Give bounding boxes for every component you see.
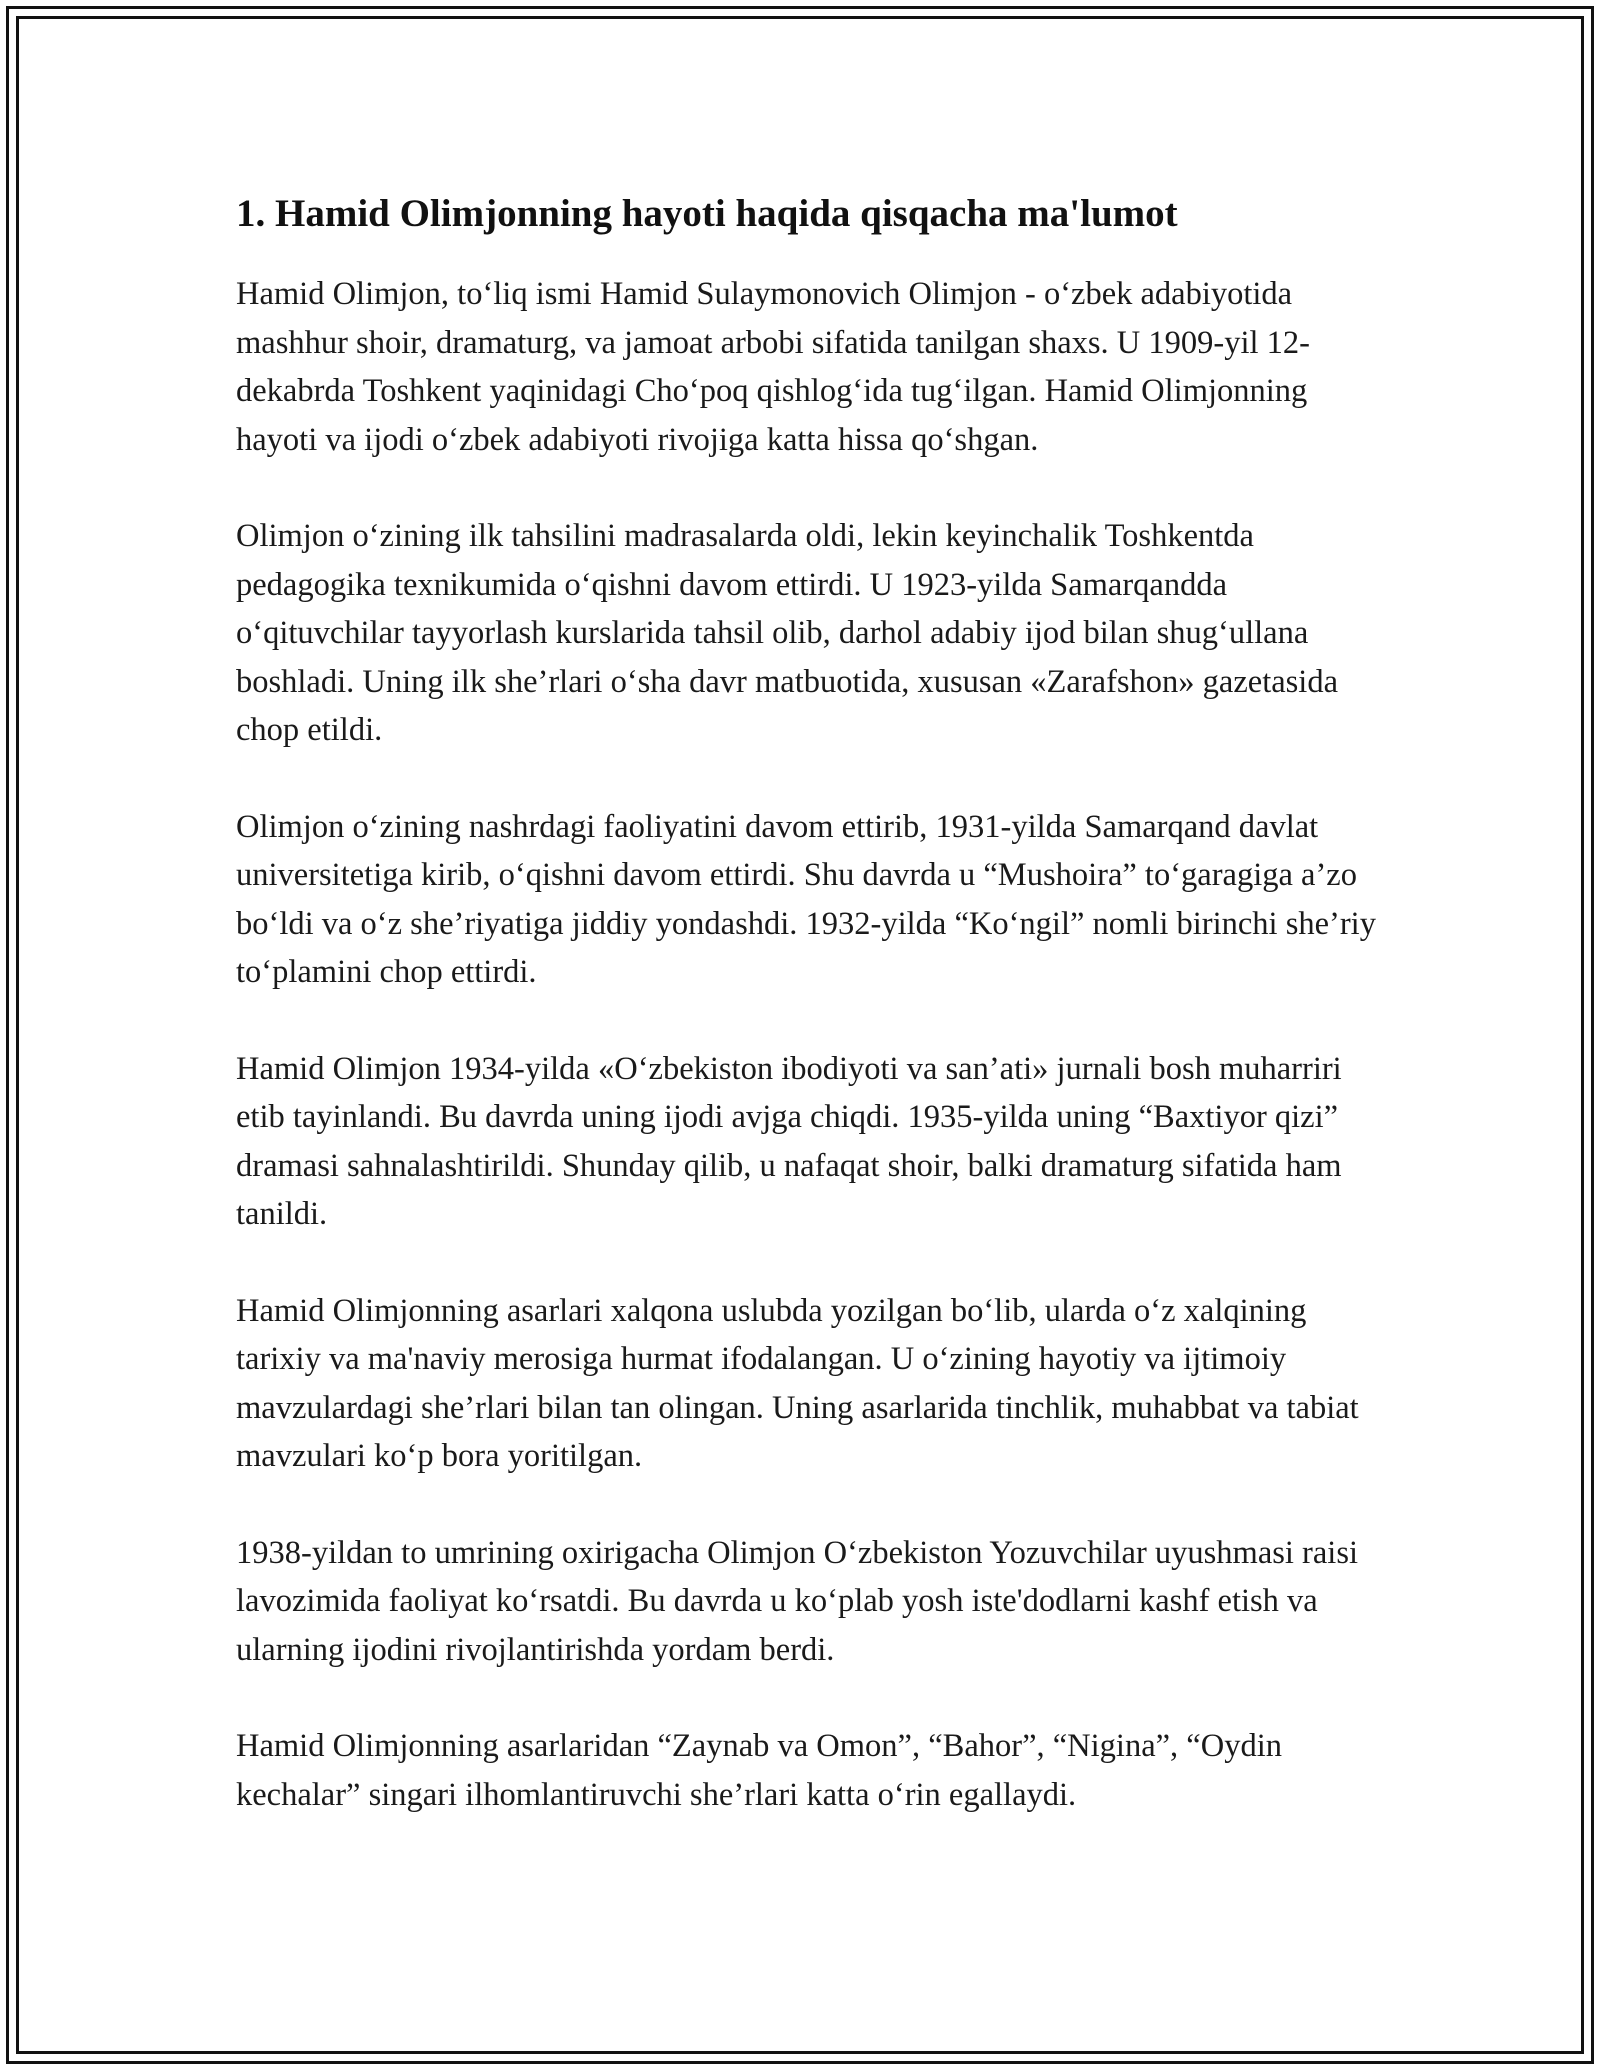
section-heading: 1. Hamid Olimjonning hayoti haqida qisqacha ma'lumot	[236, 192, 1178, 235]
document-body	[236, 188, 1386, 1867]
paragraph-university: Olimjon o‘zining nashrdagi faoliyatini davom ettirib, 1931-yilda Samarqand davlat universitetiga kirib, o‘qishni davom ettirdi. Shu davrda u “Mushoira” to‘garagiga a’zo bo‘ldi va o‘z she’riyatiga jiddiy yondashdi. 1932-yilda “Ko‘ngil” nomli birinchi she’riy to‘plamini chop ettirdi.	[236, 808, 1376, 990]
paragraph-intro: Hamid Olimjon, to‘liq ismi Hamid Sulaymonovich Olimjon - o‘zbek adabiyotida mashhur shoir, dramaturg, va jamoat arbobi sifatida tanilgan shaxs. U 1909-yil 12-dekabrda Toshkent yaqinidagi Cho‘poq qishlog‘ida tug‘ilgan. Hamid Olimjonning hayoti va ijodi o‘zbek adabiyoti rivojiga katta hissa qo‘shgan.	[236, 276, 1310, 458]
paragraph-union: 1938-yildan to umrining oxirigacha Olimjon O‘zbekiston Yozuvchilar uyushmasi raisi lavozimida faoliyat ko‘rsatdi. Bu davrda u ko‘plab yosh iste'dodlarni kashf etish va ularning ijodini rivojlantirishda yordam berdi.	[236, 1534, 1358, 1668]
paragraph-education: Olimjon o‘zining ilk tahsilini madrasalarda oldi, lekin keyinchalik Toshkentda pedagogika texnikumida o‘qishni davom ettirdi. U 1923-yilda Samarqandda o‘qituvchilar tayyorlash kurslarida tahsil olib, darhol adabiy ijod bilan shug‘ullana boshladi. Uning ilk she’rlari o‘sha davr matbuotida, xususan «Zarafshon» gazetasida chop etildi.	[236, 518, 1339, 748]
paragraph-style: Hamid Olimjonning asarlari xalqona uslubda yozilgan bo‘lib, ularda o‘z xalqining tarixiy va ma'naviy merosiga hurmat ifodalangan. U o‘zining hayotiy va ijtimoiy mavzulardagi she’rlari bilan tan olingan. Uning asarlarida tinchlik, muhabbat va tabiat mavzulari ko‘p bora yoritilgan.	[236, 1292, 1359, 1474]
paragraph-editor: Hamid Olimjon 1934-yilda «O‘zbekiston ibodiyoti va san’ati» jurnali bosh muharriri etib tayinlandi. Bu davrda uning ijodi avjga chiqdi. 1935-yilda uning “Baxtiyor qizi” dramasi sahnalashtirildi. Shunday qilib, u nafaqat shoir, balki dramaturg sifatida ham tanildi.	[236, 1050, 1342, 1232]
paragraph-works: Hamid Olimjonning asarlaridan “Zaynab va Omon”, “Bahor”, “Nigina”, “Oydin kechalar” singari ilhomlantiruvchi she’rlari katta o‘rin egallaydi.	[236, 1728, 1282, 1813]
